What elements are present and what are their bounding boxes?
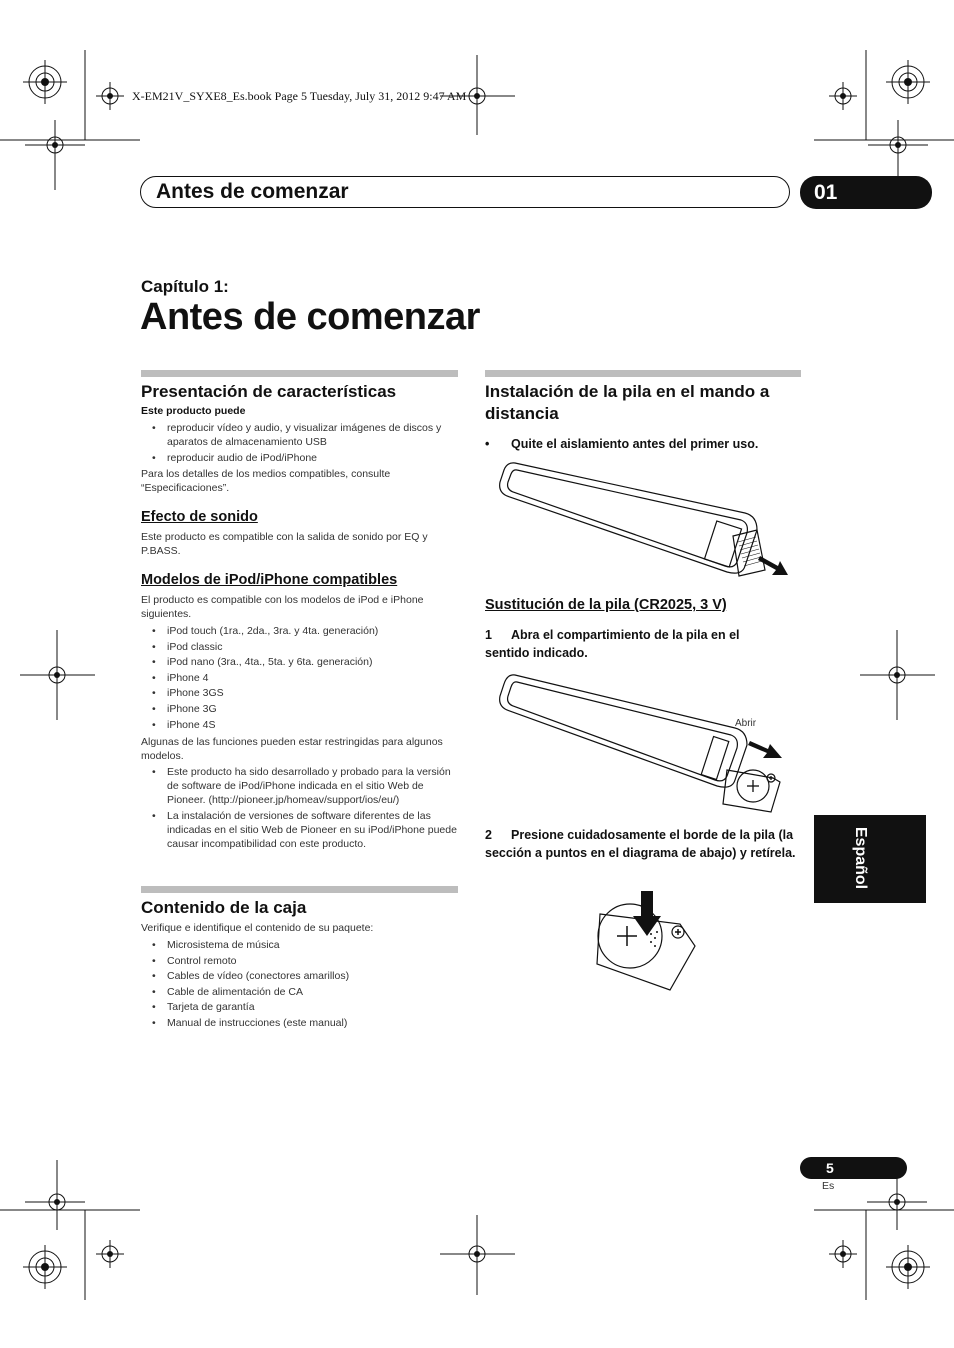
step-number: 2 (485, 828, 492, 842)
page-number: 5 (800, 1157, 907, 1179)
insulation-bullet (485, 435, 758, 453)
replace-heading: Sustitución de la pila (CR2025, 3 V) (485, 597, 727, 613)
open-label: Abrir (735, 718, 757, 729)
header-title: Antes de comenzar (156, 180, 349, 203)
step-number: 1 (485, 628, 492, 642)
list-item: • Cable de alimentación de CA (141, 985, 459, 999)
bullet-glyph: • (485, 437, 490, 451)
step-text: Abra el compartimiento de la pila en el sentido indicado. (485, 628, 740, 660)
section-rule (141, 886, 458, 893)
list-item: • iPhone 4S (141, 718, 459, 732)
box-list (141, 938, 459, 1032)
list-item: • iPod touch (1ra., 2da., 3ra. y 4ta. generación) (141, 624, 459, 638)
models-intro: El producto es compatible con los modelos de iPod e iPhone siguientes. (141, 594, 424, 620)
box-intro: Verifique e identifique el contenido de su paquete: (141, 922, 374, 934)
models-list (141, 624, 459, 733)
remote-insulation-figure (495, 458, 795, 583)
section-rule (141, 370, 458, 377)
list-item: • Manual de instrucciones (este manual) (141, 1016, 459, 1030)
box-heading: Contenido de la caja (141, 898, 307, 917)
sound-text: Este producto es compatible con la salida de sonido por EQ y P.BASS. (141, 531, 428, 557)
battery-heading: Instalación de la pila en el mando a distancia (485, 382, 770, 423)
features-intro: Este producto puede (141, 405, 246, 417)
features-list (141, 421, 459, 466)
list-item: • iPod classic (141, 640, 459, 654)
list-item: • iPhone 4 (141, 671, 459, 685)
list-item: • Control remoto (141, 954, 459, 968)
language-tab (814, 815, 926, 903)
list-item: • Tarjeta de garantía (141, 1000, 459, 1014)
chapter-label: Capítulo 1: (141, 277, 229, 296)
list-item: • Cables de vídeo (conectores amarillos) (141, 969, 459, 983)
language-code: Es (822, 1180, 835, 1192)
battery-remove-figure (585, 886, 705, 996)
book-info-line: X-EM21V_SYXE8_Es.book Page 5 Tuesday, July 31, 2012 9:47 AM (132, 89, 467, 103)
sound-heading: Efecto de sonido (141, 509, 258, 525)
list-item: • iPhone 3GS (141, 686, 459, 700)
models-notes-list (141, 765, 459, 852)
features-note: Para los detalles de los medios compatibles, consulte “Especificaciones”. (141, 468, 391, 494)
chapter-number-badge: 01 (800, 176, 932, 209)
remote-open-figure (495, 670, 795, 820)
list-item: • reproducir vídeo y audio, y visualizar imágenes de discos y aparatos de almacenamiento USB (141, 421, 459, 449)
list-item: • iPhone 3G (141, 702, 459, 716)
list-item: • iPod nano (3ra., 4ta., 5ta. y 6ta. generación) (141, 655, 459, 669)
step-2 (485, 826, 803, 862)
list-item: • Este producto ha sido desarrollado y probado para la versión de software de iPod/iPhone indicada en el sitio Web de Pioneer. (http://pioneer.jp/homeav/support/ios/eu/) (141, 765, 459, 807)
models-note: Algunas de las funciones pueden estar restringidas para algunos modelos. (141, 736, 443, 762)
step-1 (485, 626, 785, 662)
language-tab-label: Español (852, 826, 869, 890)
page-title: Antes de comenzar (140, 296, 480, 338)
list-item: • reproducir audio de iPod/iPhone (141, 451, 459, 465)
step-text: Presione cuidadosamente el borde de la pila (la sección a puntos en el diagrama de abajo) y retírela. (485, 828, 796, 860)
section-rule (485, 370, 801, 377)
list-item: • Microsistema de música (141, 938, 459, 952)
models-heading: Modelos de iPod/iPhone compatibles (141, 572, 398, 588)
features-heading: Presentación de características (141, 382, 397, 401)
list-item: • La instalación de versiones de software diferentes de las indicadas en el sitio Web de Pioneer en su iPod/iPhone puede causar incompatibilidad con este producto. (141, 809, 459, 851)
insulation-text: Quite el aislamiento antes del primer uso. (511, 437, 759, 451)
